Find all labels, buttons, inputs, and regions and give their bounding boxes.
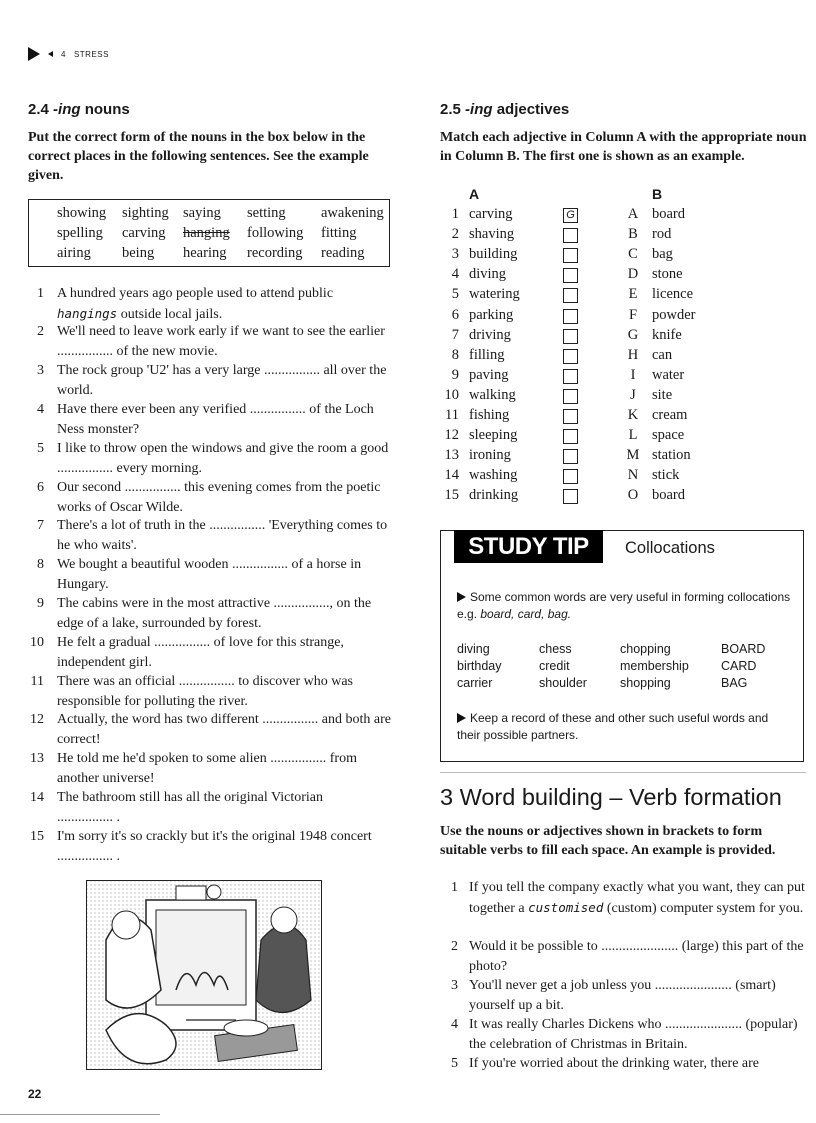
- noun: licence: [652, 286, 694, 303]
- adjective: filling: [469, 346, 505, 363]
- noun: bag: [652, 246, 673, 263]
- matching-row: [0, 226, 816, 246]
- noun-letter: B: [628, 226, 638, 243]
- noun: knife: [652, 326, 682, 343]
- example-answer: customised: [528, 899, 604, 915]
- exercise-2-4-title: 2.4 -ing nouns: [28, 101, 130, 118]
- section-arrow-icon: [28, 47, 40, 61]
- matching-row: [0, 286, 816, 306]
- divider: [440, 772, 806, 773]
- row-number: 15: [444, 487, 459, 504]
- word-box-word: awakening: [321, 205, 384, 221]
- answer-box[interactable]: [563, 329, 578, 344]
- noun-letter: J: [630, 386, 636, 403]
- noun-letter: H: [627, 346, 639, 363]
- word-box-word: saying: [183, 205, 221, 221]
- adjective: driving: [469, 326, 511, 343]
- word-box-word: sighting: [122, 205, 169, 221]
- answer-box[interactable]: [563, 489, 578, 504]
- cartoon-illustration: [86, 880, 322, 1070]
- row-number: 5: [451, 286, 459, 303]
- study-tip-point: Some common words are very useful in forming collocations e.g. board, card, bag.: [457, 590, 791, 621]
- row-number: 6: [451, 306, 459, 323]
- word-box-word-crossed: hanging: [183, 225, 230, 241]
- noun: stick: [652, 467, 680, 484]
- matching-row: [0, 246, 816, 266]
- noun: station: [652, 447, 691, 464]
- matching-row: [0, 467, 816, 487]
- word-box-word: recording: [247, 245, 303, 261]
- pointer-arrow-icon: [457, 592, 466, 602]
- word-box-word: fitting: [321, 225, 357, 241]
- matching-row: [0, 307, 816, 327]
- column-a-heading: A: [469, 186, 480, 202]
- matching-row: [0, 407, 816, 427]
- row-number: 1: [451, 206, 459, 222]
- study-tip-point: Keep a record of these and other such useful words and their possible partners.: [457, 711, 769, 742]
- answer-box[interactable]: [563, 248, 578, 263]
- noun-letter: K: [627, 407, 639, 423]
- matching-row: [0, 327, 816, 347]
- noun: cream: [652, 407, 688, 423]
- word-box-word: carving: [122, 225, 166, 241]
- noun-letter: L: [628, 427, 638, 444]
- adjective: paving: [469, 366, 509, 383]
- section-number: 4: [61, 49, 66, 59]
- word-box-word: reading: [321, 245, 365, 261]
- row-number: 11: [445, 407, 459, 423]
- answer-box[interactable]: [563, 349, 578, 364]
- study-tip-title: Collocations: [625, 539, 715, 557]
- adjective: ironing: [469, 447, 511, 464]
- noun-letter: F: [628, 306, 638, 323]
- answer-box[interactable]: [563, 409, 578, 424]
- matching-row: [0, 427, 816, 447]
- answer-box[interactable]: [563, 309, 578, 324]
- row-number: 4: [451, 266, 459, 283]
- page-number: 22: [28, 1087, 42, 1101]
- noun-letter: D: [627, 266, 639, 283]
- noun-letter: M: [626, 447, 640, 464]
- row-number: 14: [444, 467, 459, 484]
- row-number: 13: [444, 447, 459, 464]
- exercise-2-5-instructions: Match each adjective in Column A with the appropriate noun in Column B. The first one is shown as an example.: [440, 130, 807, 164]
- noun: board: [652, 206, 686, 222]
- exercise-2-4-instructions: Put the correct form of the nouns in the box below in the correct places in the following sentences. See the example given.: [28, 130, 369, 183]
- study-tip-box: STUDY TIP Collocations Some common words are very useful in forming collocations e.g. board, card, bag. diving chess chopping BOARD birthday credit membership CARD carrier shoulder shopping BAG Keep a record of these and other such useful words and their possible partners.: [440, 530, 804, 762]
- noun-letter: O: [627, 487, 639, 504]
- answer-box[interactable]: [563, 228, 578, 243]
- matching-row: [0, 367, 816, 387]
- answer-box[interactable]: [563, 288, 578, 303]
- word-box-word: hearing: [183, 245, 227, 261]
- word-box-word: showing: [57, 205, 107, 221]
- back-arrow-icon: [48, 51, 53, 57]
- answer-box[interactable]: [563, 429, 578, 444]
- noun-letter: N: [627, 467, 639, 484]
- noun-letter: E: [628, 286, 638, 303]
- section-label: STRESS: [73, 49, 109, 59]
- adjective: watering: [469, 286, 520, 303]
- noun: space: [652, 427, 685, 444]
- study-tip-banner: STUDY TIP: [454, 530, 603, 563]
- adjective: shaving: [469, 226, 515, 243]
- noun: can: [652, 346, 673, 363]
- answer-box[interactable]: G: [563, 208, 578, 223]
- exercise-3-instructions: Use the nouns or adjectives shown in brackets to form suitable verbs to fill each space. An example is provided.: [440, 824, 776, 858]
- adjective: walking: [469, 386, 516, 403]
- row-number: 7: [451, 326, 459, 343]
- word-box-word: following: [247, 225, 304, 241]
- noun: powder: [652, 306, 696, 323]
- divider: [0, 1114, 160, 1115]
- noun-letter: I: [630, 366, 636, 383]
- noun: board: [652, 487, 686, 504]
- matching-row: [0, 387, 816, 407]
- word-box-word: being: [122, 245, 155, 261]
- adjective: diving: [469, 266, 507, 283]
- noun-letter: C: [628, 246, 638, 263]
- word-box-word: spelling: [57, 225, 103, 241]
- row-number: 10: [444, 386, 459, 403]
- noun-letter: G: [627, 326, 639, 343]
- matching-row: [0, 447, 816, 467]
- noun: stone: [652, 266, 683, 283]
- adjective: drinking: [469, 487, 519, 504]
- adjective: fishing: [469, 407, 510, 423]
- running-head: [28, 47, 109, 61]
- adjective: carving: [469, 206, 513, 222]
- matching-row: [0, 487, 816, 507]
- example-answer: hangings: [57, 305, 118, 321]
- exercise-3-title: 3 Word building – Verb formation: [440, 784, 782, 810]
- noun: water: [652, 366, 685, 383]
- matching-row: [0, 266, 816, 286]
- adjective: parking: [469, 306, 514, 323]
- adjective: sleeping: [469, 427, 518, 444]
- adjective: building: [469, 246, 518, 263]
- column-b-heading: B: [652, 186, 663, 202]
- pointer-arrow-icon: [457, 713, 466, 723]
- answer-box[interactable]: [563, 268, 578, 283]
- noun: site: [652, 386, 673, 403]
- answer-box[interactable]: [563, 389, 578, 404]
- answer-box[interactable]: [563, 449, 578, 464]
- row-number: 9: [451, 366, 459, 383]
- row-number: 8: [451, 346, 459, 363]
- adjective: washing: [469, 467, 518, 484]
- row-number: 3: [451, 246, 459, 263]
- noun-letter: A: [627, 206, 639, 222]
- word-box-word: airing: [57, 245, 91, 261]
- answer-box[interactable]: [563, 469, 578, 484]
- row-number: 12: [444, 427, 459, 444]
- matching-row: [0, 347, 816, 367]
- noun: rod: [652, 226, 672, 243]
- exercise-2-5-title: 2.5 -ing adjectives: [440, 101, 570, 118]
- row-number: 2: [451, 226, 459, 243]
- matching-row: [0, 206, 816, 226]
- answer-box[interactable]: [563, 369, 578, 384]
- word-box-word: setting: [247, 205, 286, 221]
